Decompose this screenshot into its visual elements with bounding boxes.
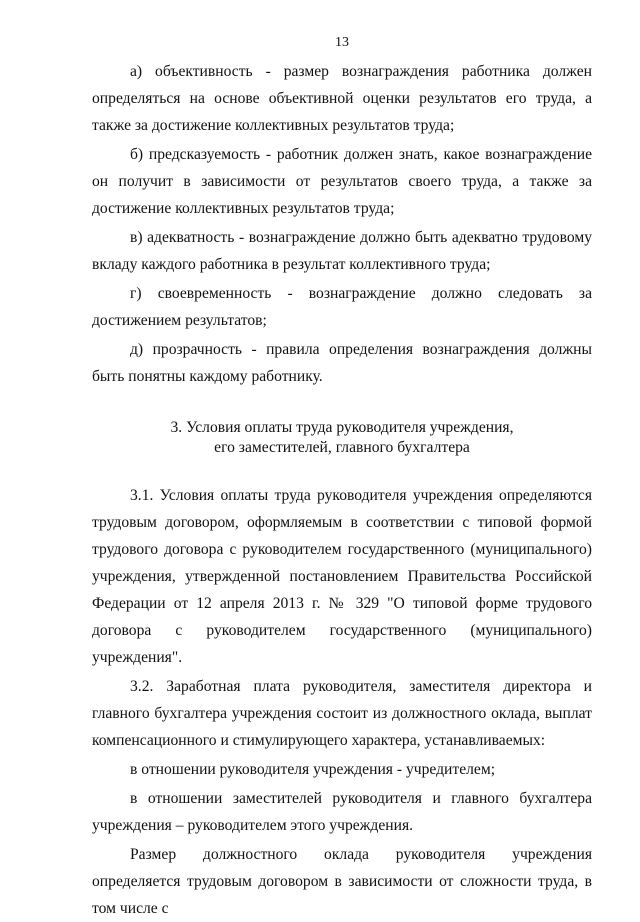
paragraph-head-founder: в отношении руководителя учреждения - учредителем; [130,761,496,778]
paragraph-deputies: в отношении заместителей руководителя и главного бухгалтера учреждения – руководителем этого учреждения. [92,790,592,834]
paragraph-transparency: д) прозрачность - правила определения вознаграждения должны быть понятны каждому работнику. [92,341,592,385]
paragraph-predictability: б) предсказуемость - работник должен знать, какое вознаграждение он получит в зависимости от результатов своего труда, а также за достижение коллективных результатов труда; [92,146,592,217]
paragraph-timeliness: г) своевременность - вознаграждение должно следовать за достижением результатов; [92,285,592,329]
paragraph-adequacy: в) адекватность - вознаграждение должно быть адекватно трудовому вкладу каждого работника в результат коллективного труда; [92,229,592,273]
paragraph-objectivity: а) объективность - размер вознаграждения работника должен определяться на основе объективной оценки результатов его труда, а также за достижение коллективных результатов труда; [92,63,592,134]
paragraph-3-2: 3.2. Заработная плата руководителя, заместителя директора и главного бухгалтера учреждения состоит из должностного оклада, выплат компенсационного и стимулирующего характера, устанавливаемых: [92,678,592,749]
paragraph-salary-size: Размер должностного оклада руководителя учреждения определяется трудовым договором в зависимости от сложности труда, в том числе с [92,846,592,917]
section-heading-line2: его заместителей, главного бухгалтера [214,439,470,456]
page-number: 13 [335,35,349,50]
section-heading-line1: 3. Условия оплаты труда руководителя учреждения, [170,419,514,436]
paragraph-3-1: 3.1. Условия оплаты труда руководителя учреждения определяются трудовым договором, оформляемым в соответствии с типовой формой трудового договора с руководителем государственного (муниципального) учреждения, утвержденной постановлением Правительства Российской Федерации от 12 апреля 2013 г. № 329 "О типовой форме трудового договора с руководителем государственного (муниципального) учреждения". [92,487,592,666]
section-heading [92,418,592,458]
